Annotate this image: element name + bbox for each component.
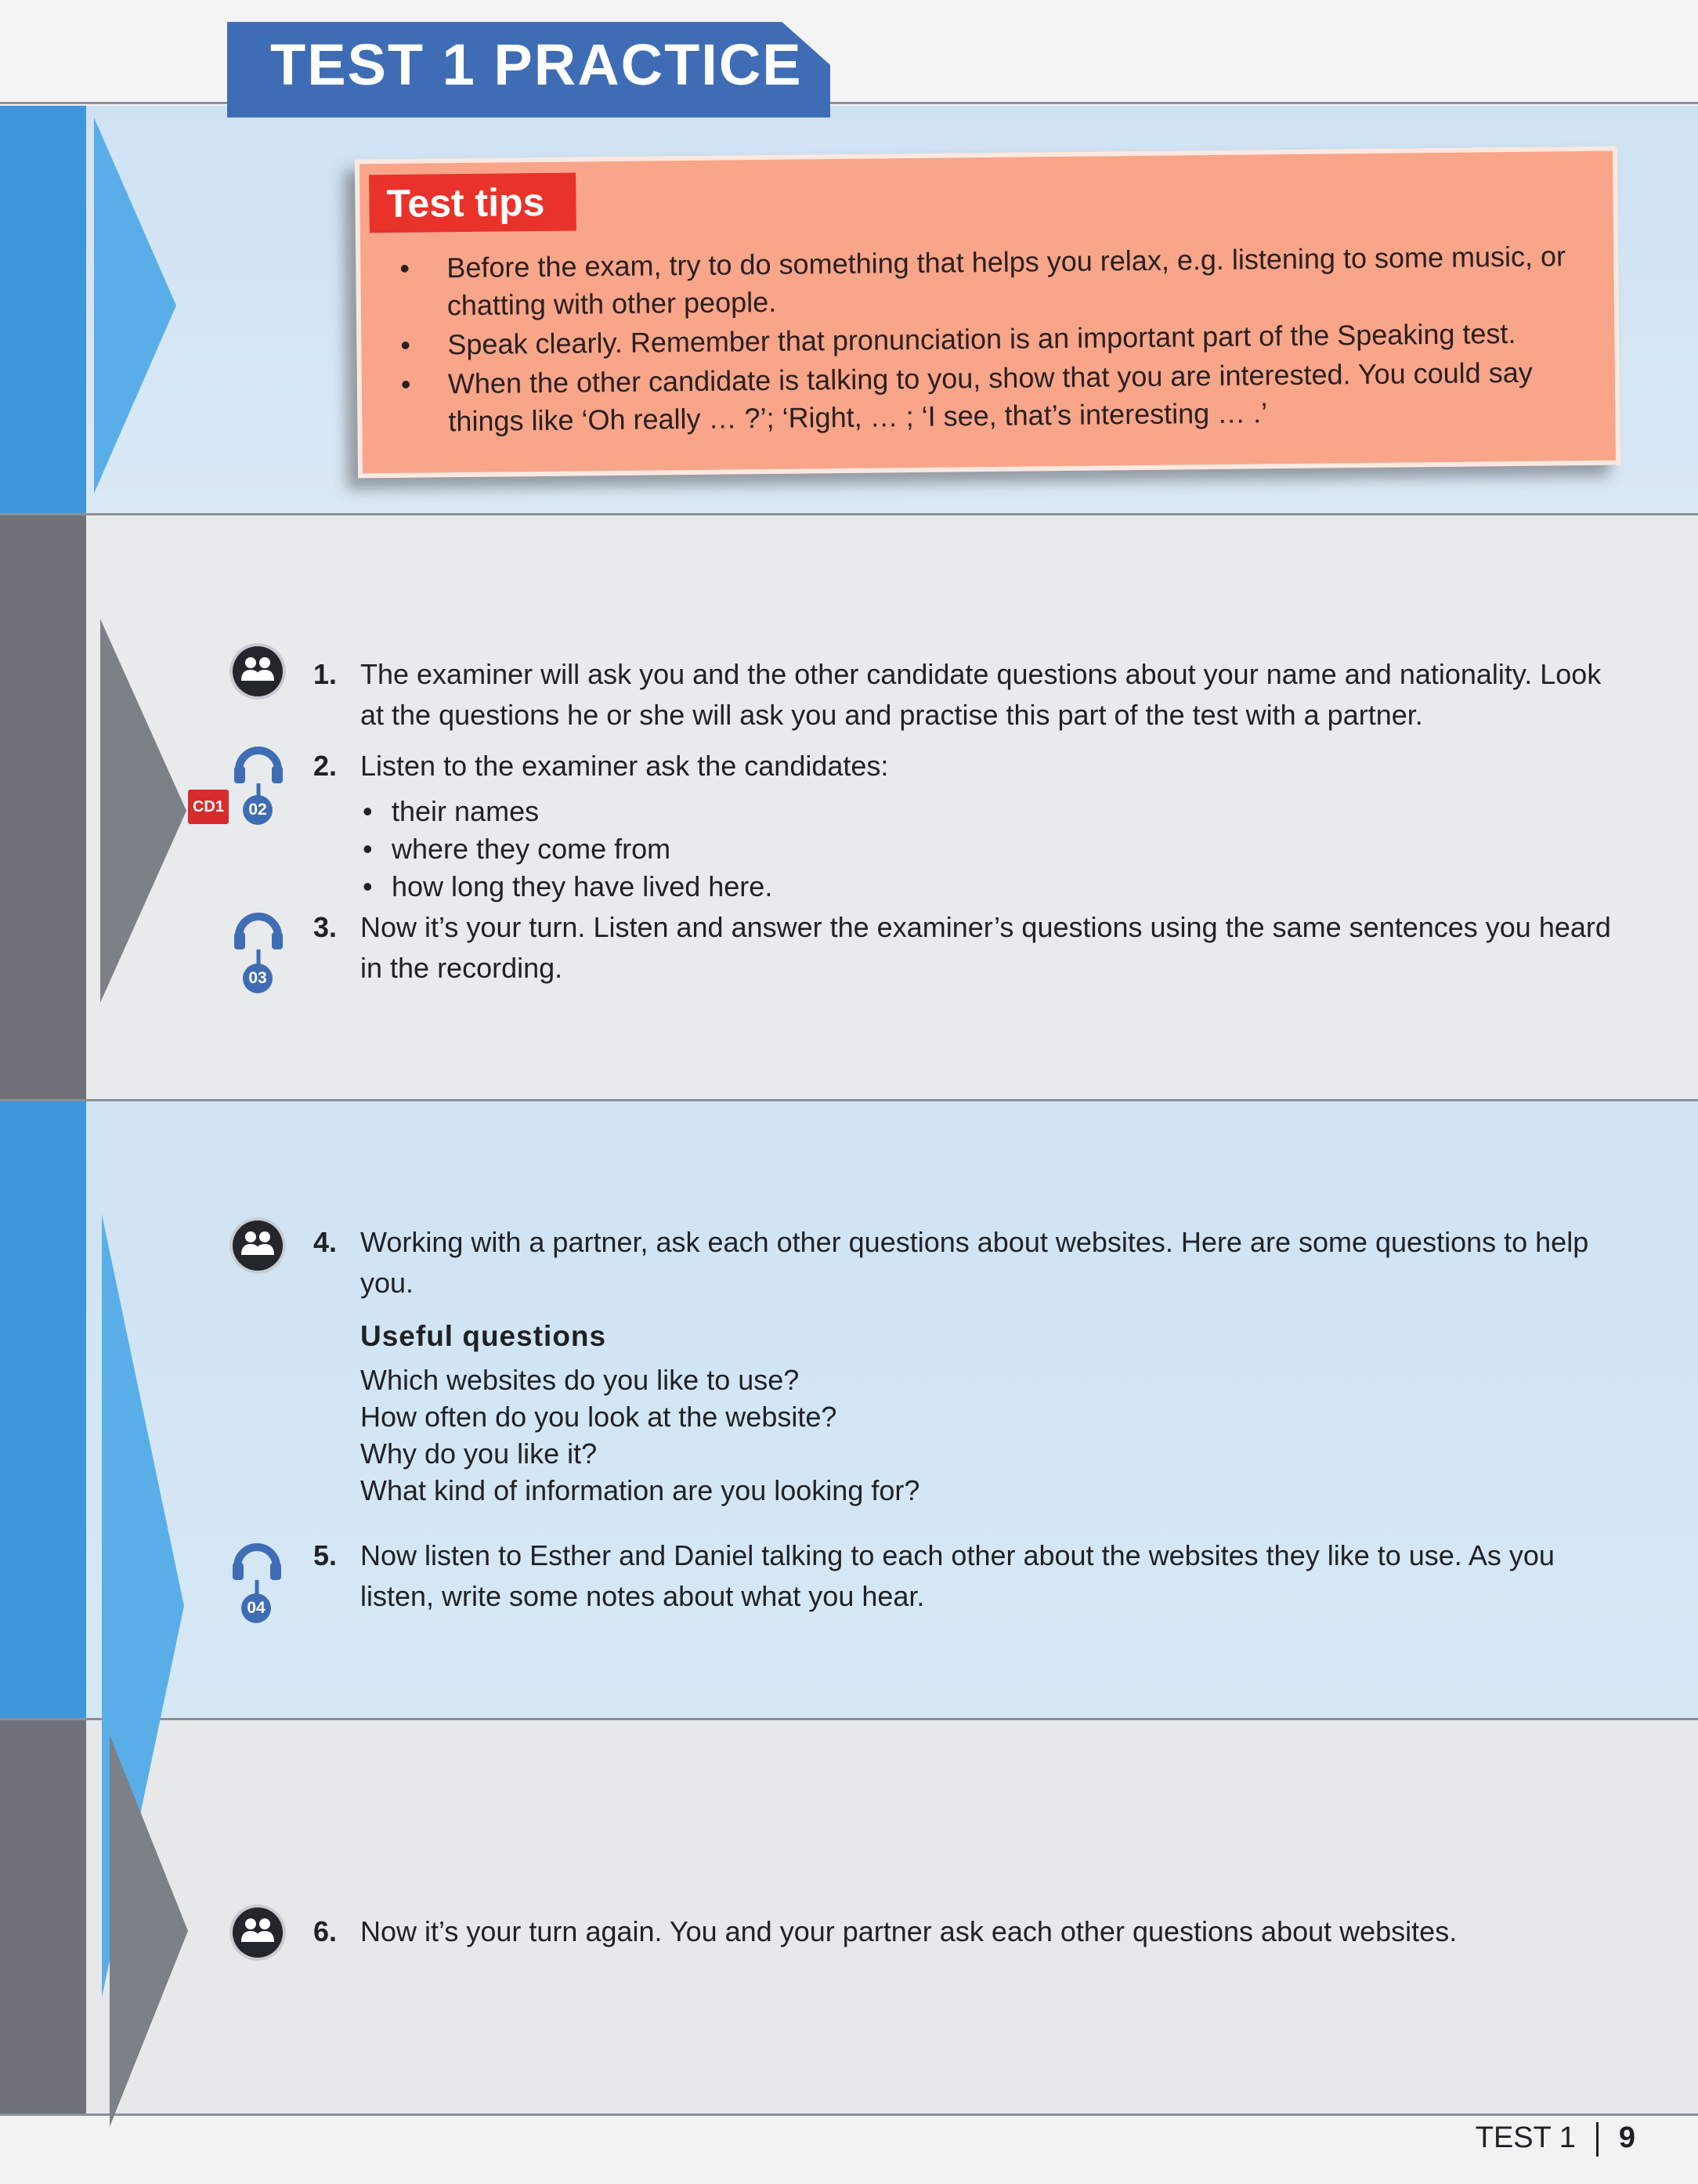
section-arrow xyxy=(110,1735,188,2127)
task-text: The examiner will ask you and the other candidate questions about your name and nationality. Look at the questions he or she will ask you and practise this part of the test with a partner. xyxy=(360,658,1602,731)
tip-item: • When the other candidate is talking to you, show that you are interested. You could say things like ‘Oh really … ?’; ‘Right, … ; ‘I see, that’s interesting … .’ xyxy=(385,353,1592,441)
page-footer xyxy=(1476,2121,1635,2157)
left-stripe xyxy=(0,1101,86,1719)
page-number: 9 xyxy=(1618,2121,1635,2154)
list-item: • where they come from xyxy=(356,830,772,868)
left-stripe xyxy=(0,513,86,1101)
list-item: How often do you look at the website? xyxy=(360,1401,837,1433)
footer-strip xyxy=(0,2115,1698,2184)
task-text: Listen to the examiner ask the candidates: xyxy=(360,750,889,782)
page-title: TEST 1 PRACTICE xyxy=(270,32,803,97)
test-tips-box xyxy=(355,146,1620,479)
list-item: • their names xyxy=(356,793,772,830)
useful-questions-list xyxy=(360,1361,919,1509)
footer-label: TEST 1 xyxy=(1475,2121,1576,2154)
left-stripe xyxy=(0,1719,86,2115)
task-number: 4. xyxy=(313,1226,338,1258)
task-number: 1. xyxy=(313,658,338,690)
divider xyxy=(0,513,1698,515)
track-number: 02 xyxy=(243,795,273,825)
pair-work-icon xyxy=(233,646,283,696)
track-number: 03 xyxy=(243,964,273,993)
candidate-questions-list xyxy=(356,793,772,906)
useful-questions-heading: Useful questions xyxy=(360,1320,607,1352)
divider xyxy=(0,1099,1698,1101)
section-arrow xyxy=(94,118,176,494)
tip-item: • Before the exam, try to do something that helps you relax, e.g. listening to some music, or chatting with other people. xyxy=(384,237,1591,325)
task-text: Working with a partner, ask each other questions about websites. Here are some questions to help you. xyxy=(360,1226,1589,1299)
left-stripe xyxy=(0,106,86,513)
task-number: 6. xyxy=(313,1915,338,1947)
footer-separator xyxy=(1596,2122,1599,2157)
task-text: Now listen to Esther and Daniel talking to each other about the websites they like to use. As you listen, write some notes about what you hear. xyxy=(360,1539,1555,1612)
track-number: 04 xyxy=(241,1593,271,1623)
test-tips-list xyxy=(384,237,1591,443)
list-item: Which websites do you like to use? xyxy=(360,1364,800,1396)
task-number: 3. xyxy=(313,911,338,943)
pair-work-icon xyxy=(233,1907,283,1958)
divider xyxy=(0,2113,1698,2116)
pair-work-icon xyxy=(233,1220,283,1271)
list-item: Why do you like it? xyxy=(360,1437,598,1470)
list-item: What kind of information are you looking for? xyxy=(360,1474,920,1506)
tip-item: • Speak clearly. Remember that pronunciation is an important part of the Speaking test. xyxy=(385,314,1591,364)
section-arrow xyxy=(100,619,186,1003)
cd-label: CD1 xyxy=(188,790,229,824)
task-number: 5. xyxy=(313,1539,338,1571)
divider xyxy=(0,1718,1698,1720)
test-tips-title: Test tips xyxy=(369,172,576,233)
list-item: • how long they have lived here. xyxy=(356,868,772,906)
task-text: Now it’s your turn. Listen and answer the examiner’s questions using the same sentences you heard in the recording. xyxy=(360,911,1611,984)
task-text: Now it’s your turn again. You and your partner ask each other questions about websites. xyxy=(360,1915,1458,1947)
task-number: 2. xyxy=(313,750,338,782)
